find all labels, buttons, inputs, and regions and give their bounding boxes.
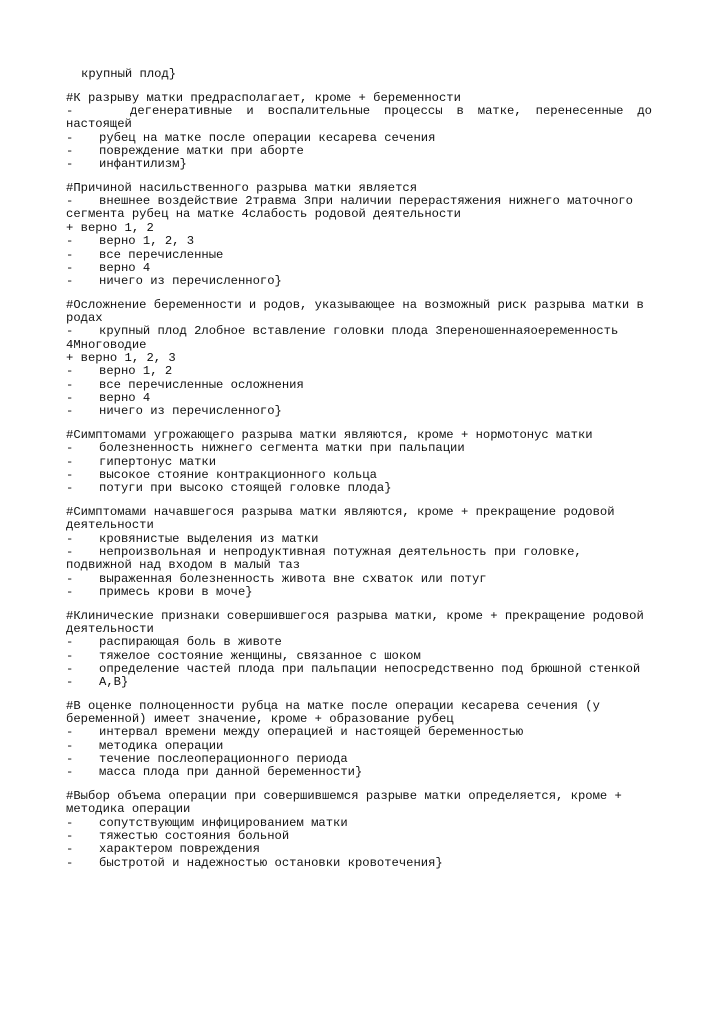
question-7-answer-4 bbox=[66, 766, 652, 779]
answer-dash: - bbox=[66, 468, 74, 483]
question-1-answer-2 bbox=[66, 132, 652, 145]
answer-dash: - bbox=[66, 404, 74, 419]
question-7-title-continued: беременной) имеет значение, кроме + образование рубец bbox=[66, 712, 454, 727]
answer-text: примесь крови в моче} bbox=[99, 584, 253, 599]
answer-text: течение послеоперационного периода bbox=[99, 752, 348, 767]
answer-text: крупный плод 2лобное вставление головки плода 3переношеннаяоеременность bbox=[99, 324, 619, 339]
question-6-answer-3 bbox=[66, 663, 652, 676]
answer-dash: - bbox=[66, 765, 74, 780]
question-2-answer-3 bbox=[66, 262, 652, 275]
question-1-title: #К разрыву матки предрасполагает, кроме + беременности bbox=[66, 90, 461, 105]
question-5-title-continued: деятельности bbox=[66, 518, 154, 533]
question-7-answer-1 bbox=[66, 726, 652, 739]
answer-text: сопутствующим инфицированием матки bbox=[99, 815, 348, 830]
answer-dash: - bbox=[66, 725, 74, 740]
answer-dash: - bbox=[66, 571, 74, 586]
answer-text: характером повреждения bbox=[99, 842, 260, 857]
question-3-answer-0 bbox=[66, 325, 652, 338]
answer-text: внешнее воздействие 2травма 3при наличии перерастяжения нижнего маточного bbox=[99, 194, 633, 209]
question-2-answer-0 bbox=[66, 195, 652, 208]
answer-dash: - bbox=[66, 324, 74, 339]
answer-text: инфантилизм} bbox=[99, 157, 187, 172]
answer-text: верно 4 bbox=[99, 260, 151, 275]
question-4-answer-4 bbox=[66, 482, 652, 495]
answer-dash: - bbox=[66, 648, 74, 663]
answer-text: быстротой и надежностью остановки кровотечения} bbox=[99, 855, 443, 870]
answer-dash: - bbox=[66, 661, 74, 676]
answer-text: верно 1, 2, 3 bbox=[99, 234, 195, 249]
answer-dash: - bbox=[66, 143, 74, 158]
answer-text: тяжестью состояния больной bbox=[99, 829, 290, 844]
answer-dash: - bbox=[66, 157, 74, 172]
answer-text: непроизвольная и непродуктивная потужная деятельность при головке, bbox=[99, 544, 582, 559]
answer-dash: - bbox=[66, 130, 74, 145]
question-4-title: #Симптомами угрожающего разрыва матки являются, кроме + нормотонус матки bbox=[66, 428, 593, 442]
answer-dash: - bbox=[66, 274, 74, 289]
answer-dash: - bbox=[66, 544, 74, 559]
question-7-answer-3 bbox=[66, 753, 652, 766]
question-1-answer-1-continued: настоящей bbox=[66, 117, 132, 132]
answer-text: все перечисленные осложнения bbox=[99, 377, 304, 392]
answer-dash: - bbox=[66, 635, 74, 650]
question-5-answer-1 bbox=[66, 533, 652, 546]
answer-text: верно 4 bbox=[99, 391, 151, 406]
answer-text: распирающая боль в животе bbox=[99, 635, 282, 650]
answer-dash: - bbox=[66, 738, 74, 753]
answer-dash: - bbox=[66, 104, 74, 118]
answer-text: болезненность нижнего сегмента матки при пальпации bbox=[99, 441, 465, 456]
answer-dash: - bbox=[66, 584, 74, 599]
block-gap bbox=[66, 81, 652, 91]
answer-text: все перечисленные bbox=[99, 247, 224, 262]
answer-text: тяжелое состояние женщины, связанное с шоком bbox=[99, 648, 421, 663]
answer-dash: - bbox=[66, 247, 74, 262]
question-8-answer-2 bbox=[66, 830, 652, 843]
answer-dash: - bbox=[66, 454, 74, 469]
answer-text: ничего из перечисленного} bbox=[99, 274, 282, 289]
answer-dash: - bbox=[66, 441, 74, 456]
question-5-title: #Симптомами начавшегося разрыва матки являются, кроме + прекращение родовой bbox=[66, 504, 615, 519]
answer-dash: - bbox=[66, 234, 74, 249]
question-2-correct-answer: + верно 1, 2 bbox=[66, 220, 154, 235]
answer-dash: - bbox=[66, 842, 74, 857]
answer-dash: - bbox=[66, 815, 74, 830]
question-2-answer-4 bbox=[66, 275, 652, 288]
answer-text: А,В} bbox=[99, 675, 129, 690]
answer-text: масса плода при данной беременности} bbox=[99, 765, 363, 780]
question-3-answer-2 bbox=[66, 379, 652, 392]
question-4-answer-1 bbox=[66, 442, 652, 455]
answer-text: выраженная болезненность живота вне схваток или потуг bbox=[99, 571, 487, 586]
answer-text: верно 1, 2 bbox=[99, 364, 173, 379]
question-8-answer-4 bbox=[66, 857, 652, 870]
question-3-answer-3 bbox=[66, 392, 652, 405]
question-8-answer-3 bbox=[66, 843, 652, 856]
answer-dash: - bbox=[66, 194, 74, 209]
answer-text: методика операции bbox=[99, 738, 224, 753]
answer-dash: - bbox=[66, 364, 74, 379]
answer-text: определение частей плода при пальпации непосредственно под брюшной стенкой bbox=[99, 661, 641, 676]
answer-text: потуги при высоко стоящей головке плода} bbox=[99, 481, 392, 496]
answer-text: гипертонус матки bbox=[99, 454, 217, 469]
question-8-title: #Выбор объема операции при совершившемся разрыве матки определяется, кроме + bbox=[66, 789, 622, 803]
question-3-title-continued: родах bbox=[66, 311, 103, 326]
question-2-answer-2 bbox=[66, 249, 652, 262]
question-2-answer-1 bbox=[66, 235, 652, 248]
block-gap bbox=[66, 599, 652, 609]
answer-dash: - bbox=[66, 260, 74, 275]
answer-dash: - bbox=[66, 391, 74, 406]
question-3-answer-4 bbox=[66, 405, 652, 418]
question-8-title-continued: методика операции bbox=[66, 802, 191, 817]
question-6-title-continued: деятельности bbox=[66, 621, 154, 636]
question-1-answer-4 bbox=[66, 158, 652, 171]
answer-dash: - bbox=[66, 377, 74, 392]
question-7-title: #В оценке полноценности рубца на матке после операции кесарева сечения (у bbox=[66, 698, 600, 713]
question-3-correct-answer: + верно 1, 2, 3 bbox=[66, 351, 176, 366]
question-2-answer-0-continued: сегмента рубец на матке 4слабость родовой деятельности bbox=[66, 207, 461, 222]
question-6-answer-4 bbox=[66, 676, 652, 689]
answer-dash: - bbox=[66, 752, 74, 767]
question-4-answer-2 bbox=[66, 456, 652, 469]
answer-dash: - bbox=[66, 855, 74, 870]
question-8-answer-1 bbox=[66, 817, 652, 830]
answer-text: повреждение матки при аборте bbox=[99, 143, 304, 158]
question-3-answer-0-continued: 4Многоводие bbox=[66, 337, 147, 352]
answer-dash: - bbox=[66, 481, 74, 496]
question-3-answer-1 bbox=[66, 365, 652, 378]
question-7-answer-2 bbox=[66, 740, 652, 753]
question-4-answer-3 bbox=[66, 469, 652, 482]
question-5-answer-4 bbox=[66, 586, 652, 599]
question-5-answer-3 bbox=[66, 573, 652, 586]
question-6-answer-2 bbox=[66, 650, 652, 663]
answer-text: ничего из перечисленного} bbox=[99, 404, 282, 419]
question-5-answer-2 bbox=[66, 546, 652, 559]
document-content bbox=[66, 68, 652, 870]
question-5-answer-2-continued: подвижной над входом в малый таз bbox=[66, 558, 301, 573]
text-line: крупный плод} bbox=[81, 67, 177, 81]
answer-text: рубец на матке после операции кесарева сечения bbox=[99, 130, 436, 145]
question-1-answer-3 bbox=[66, 145, 652, 158]
answer-text: высокое стояние контракционного кольца bbox=[99, 468, 377, 483]
answer-text: дегенеративные и воспалительные процессы в матке, перенесенные до bbox=[130, 104, 652, 118]
answer-dash: - bbox=[66, 531, 74, 546]
question-1-answer-1 bbox=[66, 105, 652, 118]
question-2-title: #Причиной насильственного разрыва матки является bbox=[66, 180, 418, 195]
answer-text: кровянистые выделения из матки bbox=[99, 531, 319, 546]
answer-dash: - bbox=[66, 829, 74, 844]
answer-text: интервал времени между операцией и настоящей беременностью bbox=[99, 725, 524, 740]
answer-dash: - bbox=[66, 675, 74, 690]
question-6-answer-1 bbox=[66, 636, 652, 649]
question-3-title: #Осложнение беременности и родов, указывающее на возможный риск разрыва матки в bbox=[66, 297, 644, 312]
question-6-title: #Клинические признаки совершившегося разрыва матки, кроме + прекращение родовой bbox=[66, 608, 644, 623]
